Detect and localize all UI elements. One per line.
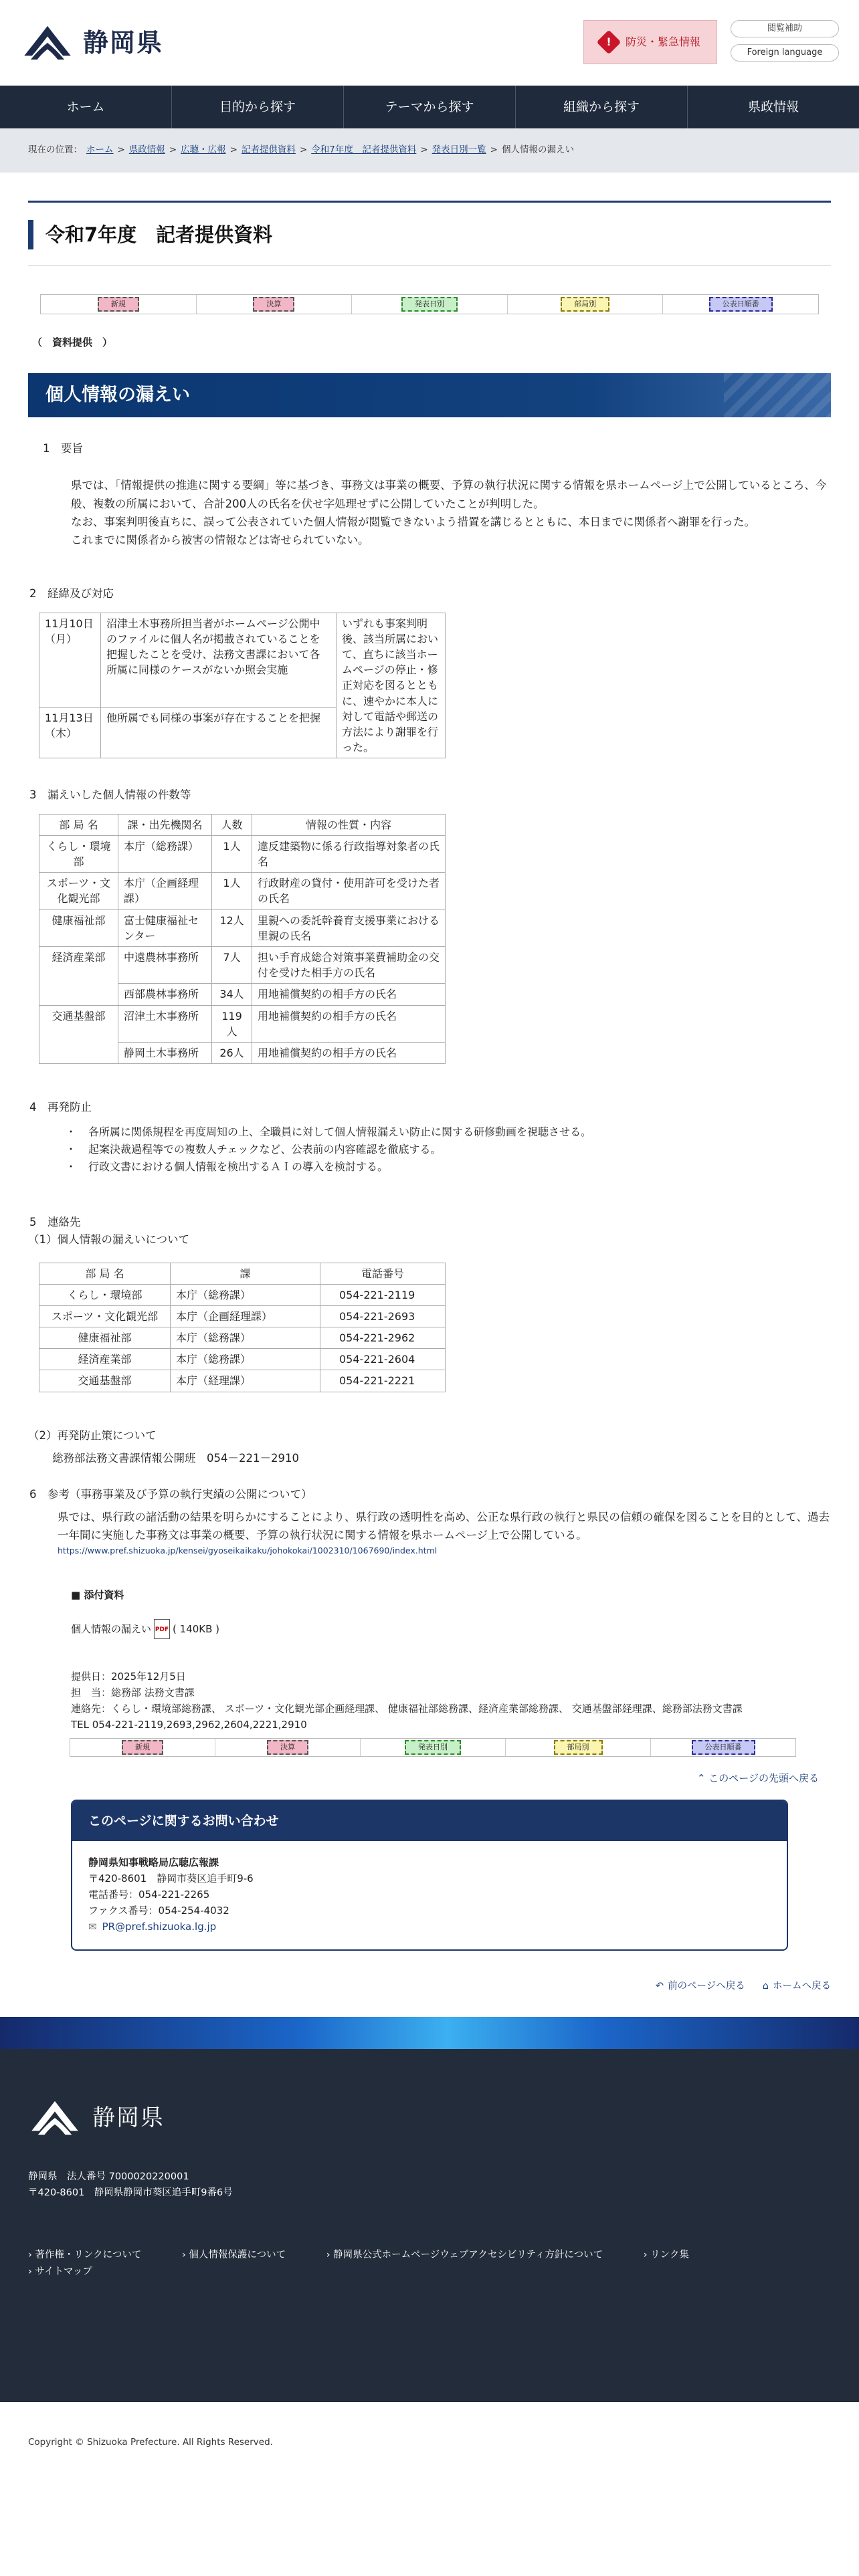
cell-department: 健康福祉部: [39, 1327, 171, 1349]
breadcrumb-link-prefectural-info[interactable]: 県政情報: [128, 144, 165, 156]
cell-content: 担い手育成総合対策事業費補助金の交付を受けた相手方の氏名: [252, 947, 446, 984]
back-arrow-icon: ↶: [655, 1981, 664, 1992]
cell-department: くらし・環境部: [39, 835, 118, 872]
table-row: [39, 909, 446, 946]
page-bottom-links: [0, 1979, 859, 1994]
tag-by-department[interactable]: 部局別: [561, 297, 609, 312]
cell-section: 本庁（経理課）: [171, 1370, 320, 1392]
inquiry-title: このページに関するお問い合わせ: [72, 1801, 787, 1841]
copyright: Copyright © Shizuoka Prefecture. All Rights Reserved.: [28, 2437, 273, 2448]
column-header: 課: [171, 1263, 320, 1284]
home-link[interactable]: ホームへ戻る: [773, 1981, 831, 1992]
foreign-language-button[interactable]: Foreign language: [731, 44, 839, 62]
breadcrumb-prefix: 現在の位置：: [28, 144, 82, 156]
tag-cell: [215, 1739, 361, 1756]
column-header: 部 局 名: [39, 814, 118, 835]
cell-department: 交通基盤部: [39, 1005, 118, 1064]
attachment-block: [28, 1587, 831, 1639]
title-divider: [28, 265, 831, 266]
breadcrumb-sep: >: [117, 144, 125, 156]
prefecture-emblem-icon: [28, 2099, 82, 2137]
cell-office: 沼津土木事務所: [118, 1005, 212, 1042]
alert-icon: !: [597, 30, 622, 55]
footer-postal-address: 〒420-8601 静岡県静岡市葵区追手町9番6号: [28, 2187, 233, 2198]
cell-department: 経済産業部: [39, 947, 118, 1006]
inquiry-box: [71, 1800, 788, 1951]
nav-theme[interactable]: テーマから探す: [344, 86, 516, 128]
footer-link-accessibility[interactable]: › 静岡県公式ホームページウェブアクセシビリティ方針について: [326, 2250, 603, 2260]
tag-new[interactable]: 新規: [98, 297, 139, 312]
cell-count: 1人: [212, 873, 252, 909]
tag-settlement[interactable]: 決算: [253, 297, 294, 312]
footer-address: [28, 2169, 233, 2200]
summary-paragraph: 県では、「情報提供の推進に関する要綱」等に基づき、事務文は事業の概要、予算の執行状況に関する情報を県ホームページ上で公開しているところ、今般、複数の所属において、合計200人の氏名を伏せ字処理せずに公開していたことが判明した。: [71, 479, 827, 510]
tag-cell: [41, 295, 197, 314]
logo-text: 静岡県: [83, 27, 164, 58]
info-date: 提供日：2025年12月5日: [71, 1671, 186, 1683]
tag-cell: [651, 1739, 795, 1756]
summary-paragraph: これまでに関係者から被害の情報などは寄せられていない。: [71, 534, 369, 547]
emergency-label: 防災・緊急情報: [625, 35, 700, 49]
tag-by-date[interactable]: 発表日別: [405, 1740, 461, 1755]
title-area: [28, 201, 831, 266]
cell-department: 経済産業部: [39, 1349, 171, 1370]
section-summary-title: 1 要旨: [43, 442, 83, 455]
category-tags: [40, 294, 819, 314]
table-row: [39, 1349, 446, 1370]
cell-section: 本庁（企画経理課）: [171, 1305, 320, 1327]
breadcrumb-sep: >: [169, 144, 177, 156]
table-header-row: [39, 814, 446, 835]
site-logo[interactable]: [21, 23, 163, 64]
cell-office: 本庁（企画経理課）: [118, 873, 212, 909]
inquiry-tel: 電話番号：054-221-2265: [88, 1889, 210, 1901]
breadcrumb-link-r7-press[interactable]: 令和7年度 記者提供資料: [311, 144, 417, 156]
breadcrumb-current: 個人情報の漏えい: [501, 144, 574, 156]
tag-cell: [663, 295, 818, 314]
section-reference-title: 6 参考（事務事業及び予算の執行実績の公開について）: [29, 1488, 312, 1501]
breadcrumb-link-by-date[interactable]: 発表日別一覧: [432, 144, 486, 156]
breadcrumb-sep: >: [420, 144, 428, 156]
back-link[interactable]: 前のページへ戻る: [668, 1981, 745, 1992]
tag-cell: [352, 295, 508, 314]
contact-subtitle-1: （1）個人情報の漏えいについて: [28, 1233, 190, 1247]
timeline-date: 11月10日（月）: [39, 613, 101, 707]
breadcrumb-sep: >: [229, 144, 237, 156]
cell-department: 健康福祉部: [39, 909, 118, 946]
timeline-date: 11月13日（木）: [39, 707, 101, 758]
inquiry-fax: ファクス番号：054-254-4032: [88, 1905, 229, 1917]
tag-cell: [197, 295, 353, 314]
footer-links: [28, 2247, 818, 2280]
back-link-wrap[interactable]: [656, 1979, 745, 1994]
footer-link-privacy[interactable]: › 個人情報保護について: [182, 2250, 286, 2260]
recurrence-contact: 総務部法務文書課情報公開班 054－221－2910: [52, 1452, 299, 1465]
home-link-wrap[interactable]: [763, 1979, 831, 1994]
inquiry-email-link[interactable]: PR@pref.shizuoka.lg.jp: [102, 1921, 217, 1933]
cell-office: 本庁（総務課）: [118, 835, 212, 872]
reference-url-link[interactable]: https://www.pref.shizuoka.jp/kensei/gyoseikaikaku/johokokai/1002310/1067690/index.html: [58, 1545, 438, 1556]
page-title: 令和7年度 記者提供資料: [28, 220, 831, 249]
cell-office: 中遠農林事務所: [118, 947, 212, 984]
footer-link-links[interactable]: › リンク集: [644, 2250, 689, 2260]
emergency-info-button[interactable]: [583, 20, 717, 64]
cell-phone: 054-221-2221: [320, 1370, 446, 1392]
footer-logo-text: 静岡県: [92, 2105, 165, 2132]
category-tags-bottom: [70, 1738, 796, 1757]
cell-count: 119人: [212, 1005, 252, 1042]
inquiry-email-row: [88, 1919, 771, 1935]
nav-purpose[interactable]: 目的から探す: [172, 86, 344, 128]
tag-settlement[interactable]: 決算: [267, 1740, 308, 1755]
table-row: [39, 1370, 446, 1392]
info-dept: 担 当：総務部 法務文書課: [71, 1687, 195, 1699]
cell-content: 里親への委託幹養育支援事業における里親の氏名: [252, 909, 446, 946]
breadcrumb: [0, 128, 859, 173]
breadcrumb-sep: >: [299, 144, 308, 156]
timeline-text: 沼津土木事務所担当者がホームページ公開中のファイルに個人名が掲載されていることを把握したことを受け、法務文書課において各所属に同様のケースがないか照会実施: [101, 613, 337, 707]
table-row: [39, 1284, 446, 1305]
accessibility-assist-button[interactable]: 閲覧補助: [731, 20, 839, 37]
footer-link-copyright[interactable]: › 著作権・リンクについて: [28, 2250, 141, 2260]
footer-link-sitemap[interactable]: › サイトマップ: [28, 2266, 92, 2277]
timeline-response: いずれも事案判明後、該当所属において、直ちに該当ホームページの停止・修正対応を図るとともに、速やかに本人に対して電話や郵送の方法により謝罪を行った。: [337, 613, 446, 758]
cell-count: 26人: [212, 1042, 252, 1063]
table-row: [39, 1305, 446, 1327]
nav-organization[interactable]: 組織から探す: [516, 86, 688, 128]
table-row: [39, 613, 446, 707]
column-header: 部 局 名: [39, 1263, 171, 1284]
attachment-size: ( 140KB ): [173, 1623, 220, 1636]
cell-department: スポーツ・文化観光部: [39, 873, 118, 909]
main-content: [0, 201, 859, 1757]
recurrence-list: [28, 1123, 831, 1176]
table-row: [39, 1327, 446, 1349]
cell-department: スポーツ・文化観光部: [39, 1305, 171, 1327]
cell-office: 富士健康福祉センター: [118, 909, 212, 946]
tag-cell: [70, 1739, 215, 1756]
release-kind: （ 資料提供 ）: [32, 336, 113, 348]
breadcrumb-link-public-relations[interactable]: 広聴・広報: [181, 144, 226, 156]
cell-count: 1人: [212, 835, 252, 872]
tag-cell: [508, 295, 664, 314]
cell-section: 本庁（総務課）: [171, 1284, 320, 1305]
tag-new[interactable]: 新規: [122, 1740, 163, 1755]
cell-section: 本庁（総務課）: [171, 1327, 320, 1349]
list-item: ・ 起案決裁過程等での複数人チェックなど、公表前の内容確認を徹底する。: [66, 1141, 831, 1158]
reference-paragraph: 県では、県行政の諸活動の結果を明らかにすることにより、県行政の透明性を高め、公正な県行政の執行と県民の信頼の確保を図ることを目的として、過去一年間に実施した事務文は事業の概要、予算の執行状況に関する情報を県ホームページ上で公開している。: [58, 1510, 830, 1542]
article-heading: 個人情報の漏えい: [28, 373, 831, 417]
cell-phone: 054-221-2119: [320, 1284, 446, 1305]
column-header: 情報の性質・内容: [252, 814, 446, 835]
cell-content: 用地補償契約の相手方の氏名: [252, 1005, 446, 1042]
footer-corp-number: 静岡県 法人番号 7000020220001: [28, 2171, 189, 2183]
cell-section: 本庁（総務課）: [171, 1349, 320, 1370]
section-recurrence-title: 4 再発防止: [29, 1101, 92, 1114]
column-header: 課・出先機関名: [118, 814, 212, 835]
cell-phone: 054-221-2962: [320, 1327, 446, 1349]
list-item: ・ 各所属に関係規程を再度周知の上、全職員に対して個人情報漏えい防止に関する研修動画を視聴させる。: [66, 1123, 831, 1141]
site-header: [0, 0, 859, 86]
tag-by-department[interactable]: 部局別: [554, 1740, 603, 1755]
footer-stripe: [0, 2017, 859, 2049]
reference-url-wrap: [28, 1544, 831, 1558]
home-icon: ⌂: [762, 1981, 769, 1992]
section-leak-count-title: 3 漏えいした個人情報の件数等: [29, 788, 191, 802]
global-nav: [0, 86, 859, 128]
tag-by-date[interactable]: 発表日別: [401, 297, 458, 312]
table-row: [39, 873, 446, 909]
contact-subtitle-2: （2）再発防止策について: [28, 1428, 157, 1442]
pdf-icon: PDF: [154, 1619, 170, 1639]
cell-content: 用地補償契約の相手方の氏名: [252, 1042, 446, 1063]
cell-office: 西部農林事務所: [118, 984, 212, 1005]
footer-logo[interactable]: [28, 2099, 165, 2137]
attachment-file[interactable]: [71, 1619, 831, 1639]
column-header: 電話番号: [320, 1263, 446, 1284]
cell-office: 静岡土木事務所: [118, 1042, 212, 1063]
cell-content: 用地補償契約の相手方の氏名: [252, 984, 446, 1005]
cell-content: 違反建築物に係る行政指導対象者の氏名: [252, 835, 446, 872]
tag-cell: [506, 1739, 651, 1756]
table-row: [39, 1005, 446, 1042]
table-row: [39, 835, 446, 872]
back-to-top[interactable]: [0, 1770, 859, 1786]
summary-paragraph: なお、事案判明後直ちに、誤って公表されていた個人情報が閲覧できないよう措置を講じるとともに、本日までに関係者へ謝罪を行った。: [71, 515, 755, 528]
cell-department: 交通基盤部: [39, 1370, 171, 1392]
prefecture-emblem-icon: [21, 23, 74, 62]
contact-table: [39, 1263, 446, 1392]
table-header-row: [39, 1263, 446, 1284]
release-info: [28, 1669, 831, 1733]
table-row: [39, 947, 446, 984]
breadcrumb-sep: >: [490, 144, 498, 156]
nav-prefectural-info[interactable]: 県政情報: [747, 100, 799, 114]
attachment-label: 個人情報の漏えい: [71, 1623, 152, 1636]
list-item: ・ 行政文書における個人情報を検出するＡＩの導入を検討する。: [66, 1158, 831, 1176]
section-history-title: 2 経緯及び対応: [29, 587, 114, 601]
column-header: 人数: [212, 814, 252, 835]
cell-department: くらし・環境部: [39, 1284, 171, 1305]
cell-count: 34人: [212, 984, 252, 1005]
leak-table: [39, 814, 446, 1064]
timeline-table: [39, 613, 446, 759]
attachment-heading: ■ 添付資料: [71, 1589, 124, 1602]
breadcrumb-link-press-releases[interactable]: 記者提供資料: [241, 144, 296, 156]
cell-count: 12人: [212, 909, 252, 946]
nav-home[interactable]: ホーム: [0, 86, 172, 128]
info-contact: 連絡先：くらし・環境部総務課、 スポーツ・文化観光部企画経理課、 健康福祉部総務課、経済産業部総務課、 交通基盤部経理課、総務部法務文書課: [71, 1703, 743, 1715]
back-to-top-link[interactable]: このページの先頭へ戻る: [708, 1772, 819, 1785]
mail-icon: ✉: [88, 1921, 97, 1933]
cell-phone: 054-221-2604: [320, 1349, 446, 1370]
section-contact-title: 5 連絡先: [29, 1215, 81, 1228]
inquiry-address: 〒420-8601 静岡市葵区追手町9-6: [88, 1872, 254, 1885]
tag-cell: [361, 1739, 506, 1756]
tag-publish-order[interactable]: 公表日順番: [709, 297, 773, 312]
inquiry-body: [72, 1841, 787, 1949]
section-summary-body: [28, 476, 831, 549]
cell-content: 行政財産の貸付・使用許可を受けた者の氏名: [252, 873, 446, 909]
tag-publish-order[interactable]: 公表日順番: [692, 1740, 755, 1755]
chevron-up-icon: ⌃: [696, 1772, 706, 1785]
breadcrumb-link-home[interactable]: ホーム: [86, 144, 114, 156]
cell-phone: 054-221-2693: [320, 1305, 446, 1327]
timeline-text: 他所属でも同様の事案が存在することを把握: [101, 707, 337, 758]
info-tel: TEL 054-221-2119,2693,2962,2604,2221,2910: [71, 1719, 307, 1731]
site-footer: [0, 2049, 859, 2402]
cell-count: 7人: [212, 947, 252, 984]
inquiry-org: 静岡県知事戦略局広聴広報課: [88, 1856, 219, 1869]
